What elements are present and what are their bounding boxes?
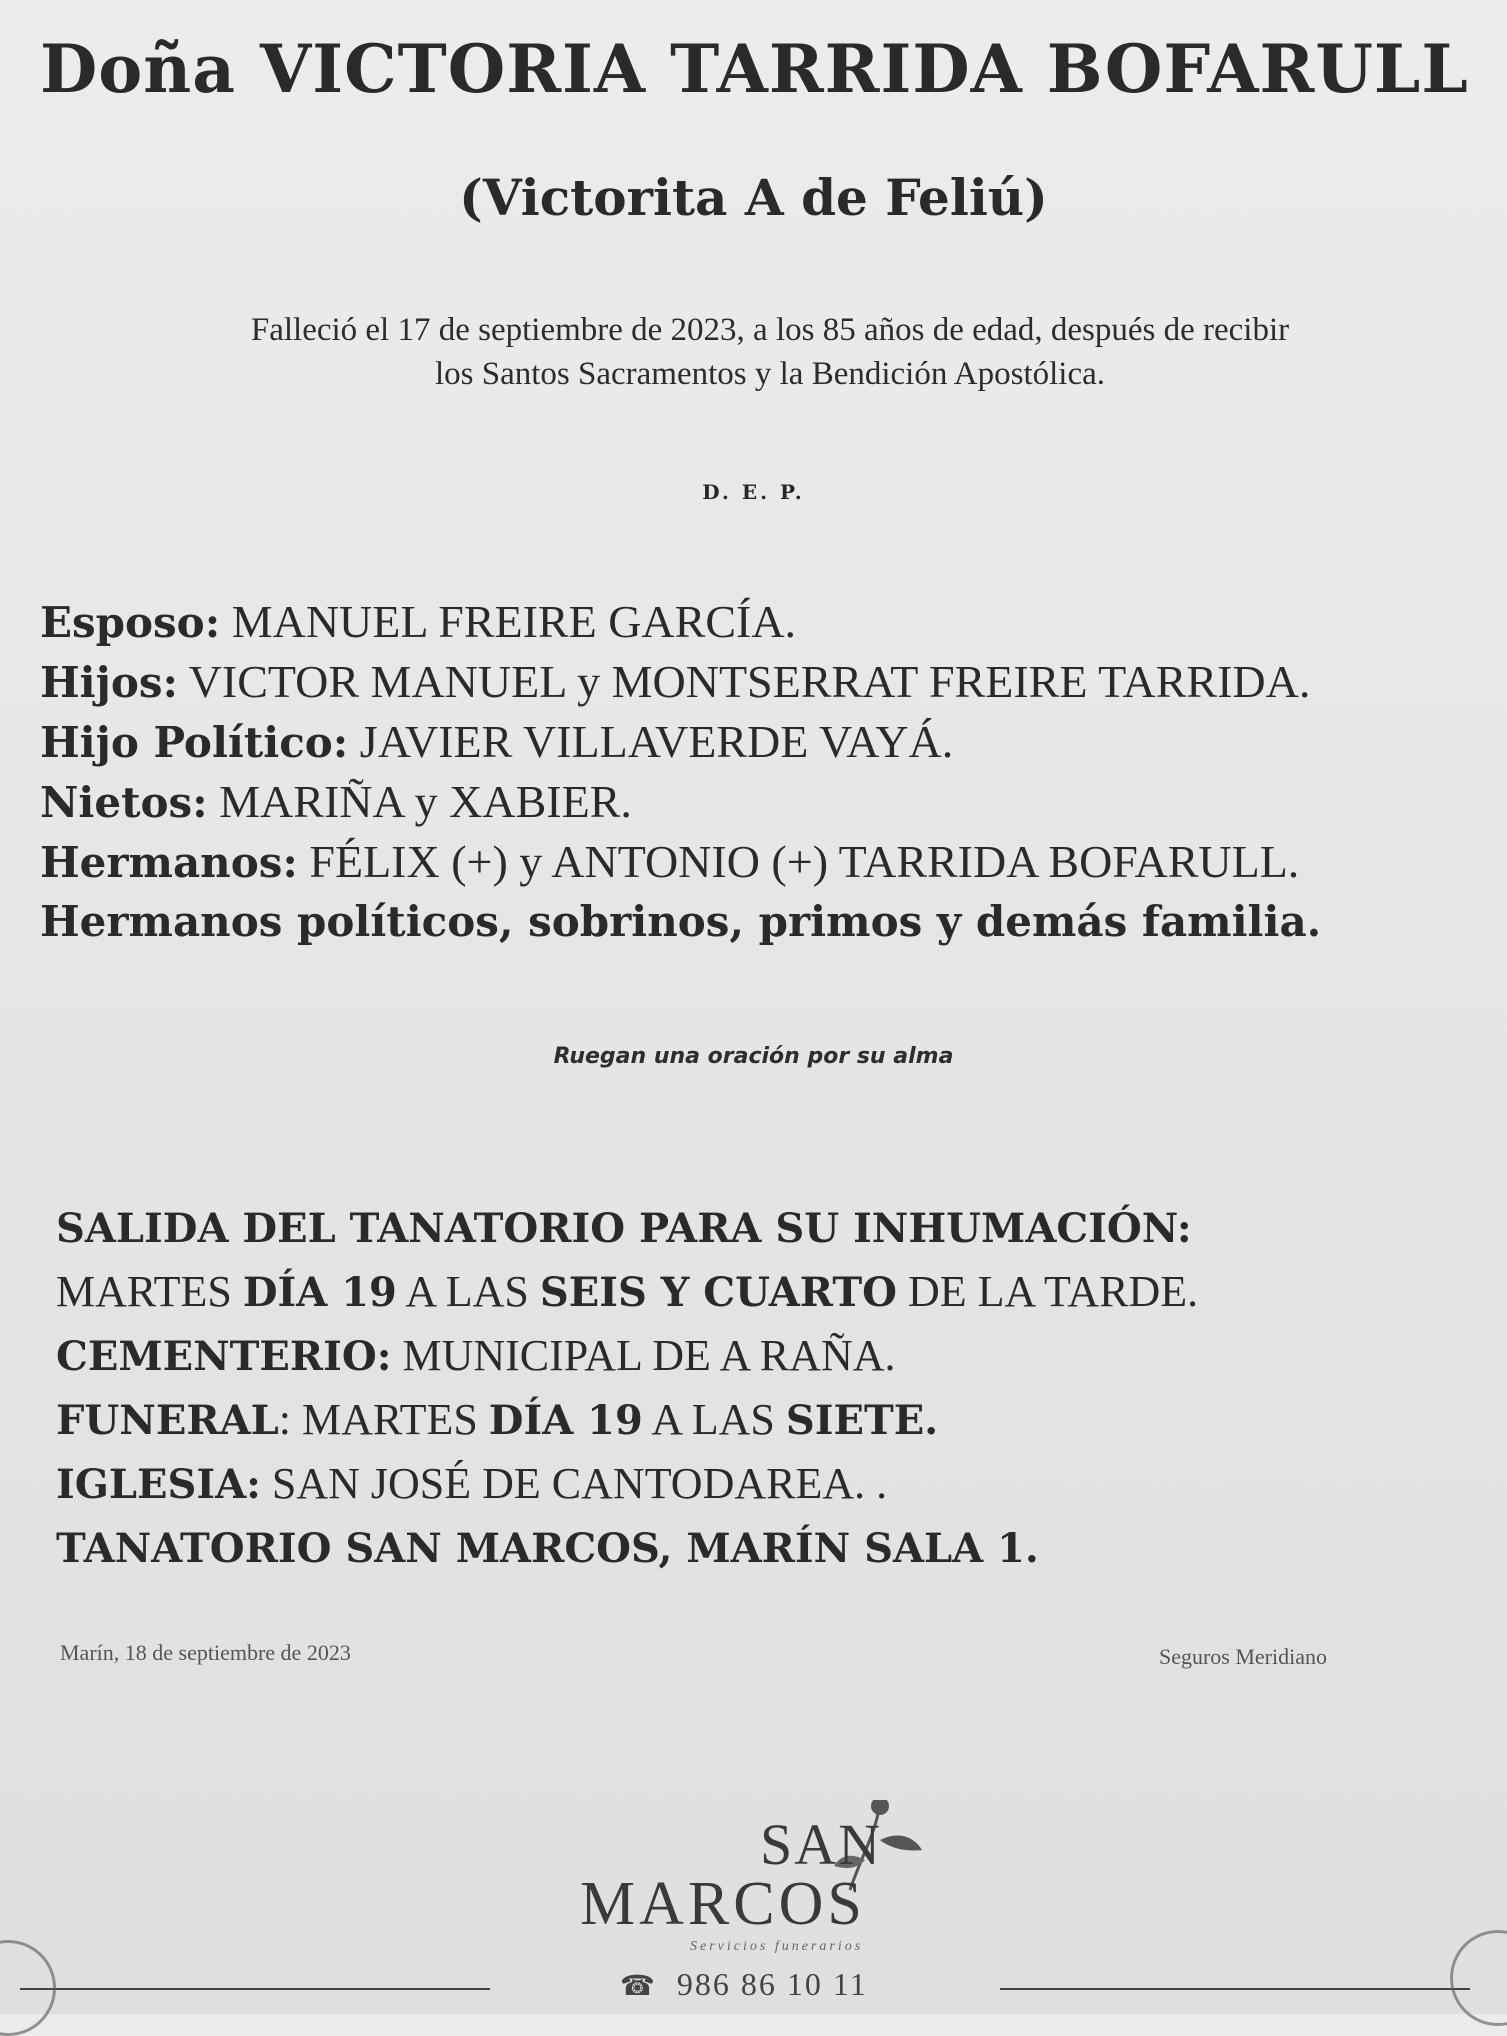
hijos-value: VICTOR MANUEL y MONTSERRAT FREIRE TARRIDA.	[178, 656, 1311, 707]
cementerio-row	[56, 1324, 1496, 1388]
esposo-value: MANUEL FREIRE GARCÍA.	[220, 596, 797, 647]
funeral-label: FUNERAL	[56, 1397, 279, 1444]
death-notice	[90, 308, 1450, 396]
funeral-at-text: A LAS	[642, 1395, 786, 1444]
cementerio-value: MUNICIPAL DE A RAÑA.	[391, 1331, 896, 1380]
hijos-label: Hijos:	[40, 658, 178, 707]
salida-period: DE LA TARDE.	[896, 1267, 1199, 1316]
family-row-hermanos	[40, 832, 1500, 892]
family-row-hijos	[40, 652, 1500, 712]
iglesia-value: SAN JOSÉ DE CANTODAREA. .	[260, 1459, 888, 1508]
san-marcos-logo	[560, 1800, 980, 1960]
hijo-politico-label: Hijo Político:	[40, 718, 349, 767]
family-row-nietos	[40, 772, 1500, 832]
funeral-row	[56, 1388, 1496, 1452]
nietos-label: Nietos:	[40, 778, 208, 827]
hermanos-value: FÉLIX (+) y ANTONIO (+) TARRIDA BOFARULL.	[297, 836, 1300, 887]
insurer-name: Seguros Meridiano	[1158, 1644, 1327, 1669]
salida-label: SALIDA DEL TANATORIO PARA SU INHUMACIÓN:	[56, 1205, 1192, 1252]
salida-day: DÍA 19	[242, 1269, 397, 1316]
tanatorio-value: TANATORIO SAN MARCOS, MARÍN SALA 1.	[56, 1525, 1039, 1572]
funeral-hour: SIETE.	[785, 1397, 939, 1444]
salida-heading	[56, 1196, 1496, 1260]
corner-ornament-left	[0, 1940, 56, 2036]
phone-number-block	[620, 1966, 868, 2003]
family-row-esposo	[40, 592, 1500, 652]
death-line-1: Falleció el 17 de septiembre de 2023, a los 85 años de edad, después de recibir	[250, 312, 1290, 348]
iglesia-row	[56, 1452, 1496, 1516]
corner-ornament-right	[1450, 1930, 1507, 2026]
telephone-icon: ☎	[620, 1971, 657, 2002]
footer-rule-right	[1000, 1988, 1470, 1990]
place-and-date: Marín, 18 de septiembre de 2023	[60, 1640, 351, 1665]
logo-line-2: MARCOS	[580, 1870, 866, 1938]
contact-row	[0, 1966, 1507, 2010]
tanatorio-row	[56, 1516, 1496, 1580]
family-row-others: Hermanos políticos, sobrinos, primos y demás familia.	[40, 897, 1322, 946]
deceased-name: Doña VICTORIA TARRIDA BOFARULL	[40, 30, 1469, 108]
iglesia-label: IGLESIA:	[56, 1461, 261, 1508]
logo-line-1: SAN	[760, 1812, 883, 1877]
funeral-day: DÍA 19	[488, 1397, 643, 1444]
deceased-alias: (Victorita A de Feliú)	[459, 168, 1048, 227]
prayer-request: Ruegan una oración por su alma	[553, 1044, 954, 1069]
esposo-label: Esposo:	[40, 598, 221, 647]
death-line-2: los Santos Sacramentos y la Bendición Apostólica.	[435, 356, 1105, 392]
service-details	[56, 1196, 1496, 1580]
dep-abbreviation: D. E. P.	[702, 480, 805, 504]
footer-rule-left	[20, 1988, 490, 1990]
hijo-politico-value: JAVIER VILLAVERDE VAYÁ.	[348, 716, 954, 767]
logo-tagline: Servicios funerarios	[690, 1939, 864, 1954]
salida-hour: SEIS Y CUARTO	[539, 1269, 897, 1316]
phone-number: 986 86 10 11	[676, 1966, 868, 2002]
family-list	[40, 592, 1500, 952]
salida-day-text: MARTES	[56, 1267, 243, 1316]
nietos-value: MARIÑA y XABIER.	[207, 776, 632, 827]
family-row-hijo-politico	[40, 712, 1500, 772]
hermanos-label: Hermanos:	[40, 838, 298, 887]
funeral-day-text: : MARTES	[278, 1395, 489, 1444]
salida-at-text: A LAS	[396, 1267, 540, 1316]
cementerio-label: CEMENTERIO:	[56, 1333, 392, 1380]
salida-time	[56, 1260, 1496, 1324]
